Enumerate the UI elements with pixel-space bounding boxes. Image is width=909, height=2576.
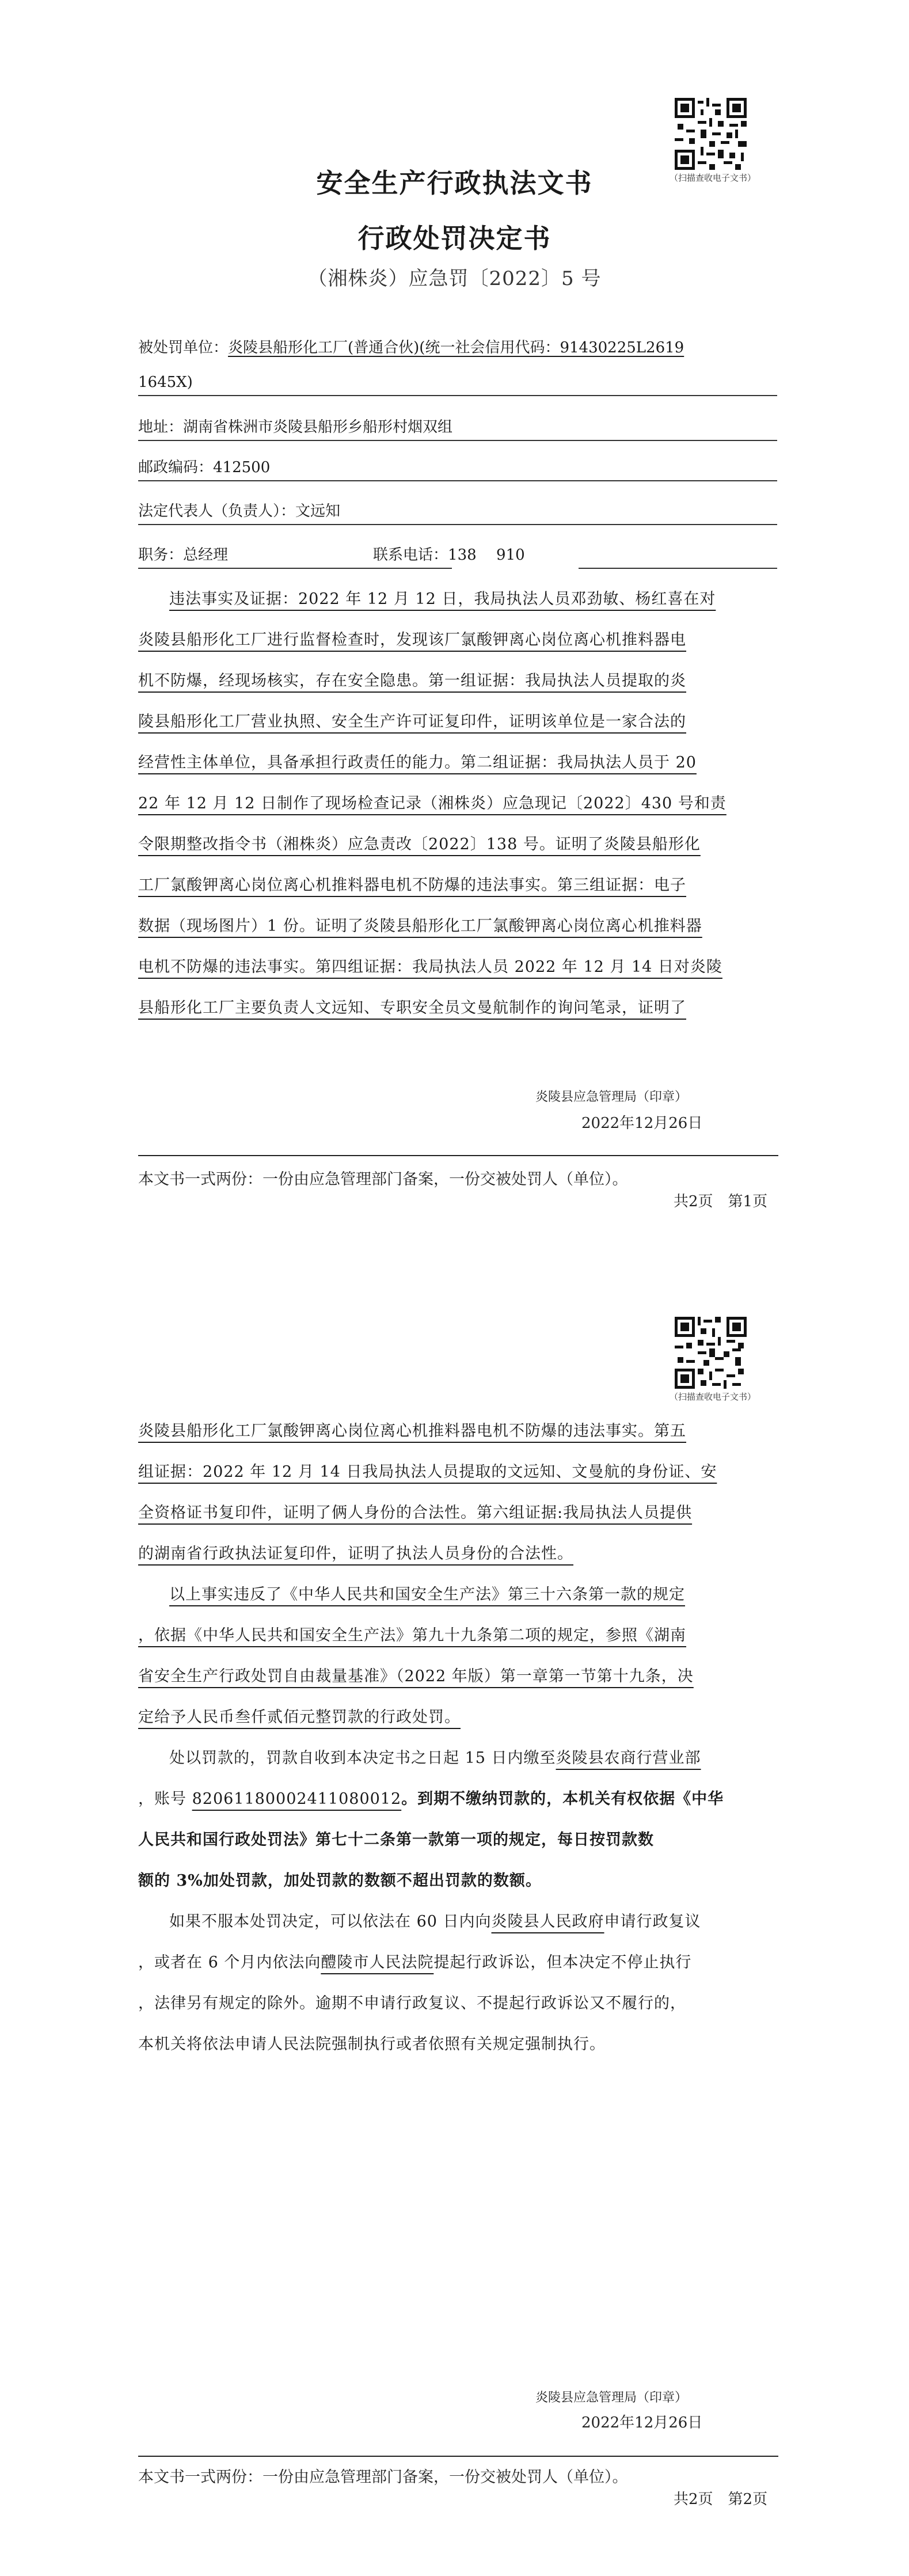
text-line: 违法事实及证据：2022 年 12 月 12 日，我局执法人员邓劲敏、杨红喜在对	[169, 590, 716, 608]
text-line: ，法律另有规定的除外。逾期不申请行政复议、不提起行政诉讼又不履行的，	[138, 1994, 686, 2012]
text-line: 数据（现场图片）1 份。证明了炎陵县船形化工厂氯酸钾离心岗位离心机推料器	[138, 917, 702, 935]
position-label: 职务：	[138, 546, 184, 564]
text-line: ，依据《中华人民共和国安全生产法》第九十九条第二项的规定，参照《湖南	[138, 1627, 686, 1644]
account-number: 82061180002411080012	[192, 1790, 402, 1808]
text-line: 省安全生产行政处罚自由裁量基准》（2022 年版）第一章第一节第十九条，决	[138, 1667, 694, 1685]
rep-field	[138, 500, 340, 523]
seal-org: 炎陵县应急管理局（印章）	[535, 2391, 688, 2405]
party-value-cont: 1645X)	[138, 374, 193, 391]
text-line	[138, 1738, 778, 1779]
remedy-text: 申请行政复议	[604, 1913, 701, 1931]
text-line: 22 年 12 月 12 日制作了现场检查记录（湘株炎）应急现记〔2022〕430 号和责	[138, 795, 727, 812]
page-2	[0, 1288, 909, 2576]
rep-value: 文远知	[295, 503, 341, 520]
qr-code-icon[interactable]	[675, 98, 747, 170]
party-label: 被处罚单位：	[138, 339, 229, 356]
text-line: 炎陵县船形化工厂氯酸钾离心岗位离心机推料器电机不防爆的违法事实。第五	[138, 1422, 686, 1440]
footer-rule	[138, 2456, 778, 2457]
text-line	[138, 1901, 778, 1942]
text-line: 陵县船形化工厂营业执照、安全生产许可证复印件，证明该单位是一家合法的	[138, 713, 686, 731]
payment-paragraph	[138, 1738, 778, 1901]
text-line	[138, 1819, 778, 1860]
remedy-text: 如果不服本处罚决定，可以依法在 60 日内向	[169, 1913, 492, 1931]
text-line: 电机不防爆的违法事实。第四组证据：我局执法人员 2022 年 12 月 14 日对炎陵	[138, 958, 722, 976]
rep-label: 法定代表人（负责人）：	[138, 503, 296, 520]
remedy-paragraph	[138, 1901, 778, 2065]
seal-date: 2022年12月26日	[581, 2414, 703, 2431]
qr-code-icon[interactable]	[675, 1317, 747, 1389]
field-rule	[138, 524, 777, 525]
doc-subtitle: 行政处罚决定书	[357, 223, 552, 254]
text-line: 的湖南省行政执法证复印件，证明了执法人员身份的合法性。	[138, 1545, 573, 1563]
qr-caption: （扫描查收电子文书）	[669, 173, 756, 183]
address-label: 地址：	[138, 419, 184, 436]
party-field	[138, 336, 684, 359]
text-line: 组证据：2022 年 12 月 14 日我局执法人员提取的文远知、文曼航的身份证、安	[138, 1463, 717, 1481]
phone-label: 联系电话：	[373, 546, 448, 564]
text-line: 以上事实违反了《中华人民共和国安全生产法》第三十六条第一款的规定	[169, 1586, 685, 1604]
text-line: 县船形化工厂主要负责人文远知、专职安全员文曼航制作的询问笔录，证明了	[138, 999, 686, 1017]
position-value: 总经理	[183, 546, 229, 564]
text-line	[138, 1779, 778, 1819]
text-line: 全资格证书复印件，证明了俩人身份的合法性。第六组证据:我局执法人员提供	[138, 1504, 693, 1522]
party-field-cont	[138, 371, 193, 394]
field-rule	[138, 480, 777, 481]
footer-rule	[138, 1155, 778, 1156]
footer-note: 本文书一式两份：一份由应急管理部门备案，一份交被处罚人（单位）。	[138, 1171, 628, 1188]
seal-org: 炎陵县应急管理局（印章）	[535, 1090, 688, 1104]
bank-name: 炎陵县农商行营业部	[556, 1749, 701, 1767]
remedy-text: 提起行政诉讼，但本决定不停止执行	[433, 1954, 692, 1971]
text-line: 工厂氯酸钾离心岗位离心机推料器电机不防爆的违法事实。第三组证据：电子	[138, 876, 686, 894]
party-value: 炎陵县船形化工厂(普通合伙)(统一社会信用代码：91430225L2619	[228, 339, 684, 356]
payment-warning: 额的 3%加处罚款，加处罚款的数额不超出罚款的数额。	[138, 1872, 542, 1890]
text-line: 机不防爆，经现场核实，存在安全隐患。第一组证据：我局执法人员提取的炎	[138, 672, 686, 690]
field-rule	[138, 395, 777, 396]
doc-title: 安全生产行政执法文书	[316, 168, 593, 199]
text-line: 炎陵县船形化工厂进行监督检查时，发现该厂氯酸钾离心岗位离心机推料器电	[138, 631, 686, 649]
doc-number: （湘株炎）应急罚〔2022〕5 号	[307, 267, 602, 290]
qr-caption: （扫描查收电子文书）	[669, 1392, 756, 1402]
text-line	[138, 1860, 778, 1901]
payment-warning: 人民共和国行政处罚法》第七十二条第一款第一项的规定，每日按罚款数	[138, 1831, 654, 1849]
facts-continued-paragraph	[138, 1411, 778, 1574]
postcode-field	[138, 456, 270, 479]
address-value: 湖南省株洲市炎陵县船形乡船形村烟双组	[183, 419, 453, 436]
text-line: 定给予人民币叁仟贰佰元整罚款的行政处罚。	[138, 1708, 461, 1726]
violation-paragraph	[138, 1574, 778, 1738]
address-field	[138, 416, 452, 439]
field-rule	[138, 440, 777, 441]
field-rule	[579, 568, 777, 569]
phone-value-a: 138	[448, 546, 477, 564]
text-line: 经营性主体单位，具备承担行政责任的能力。第二组证据：我局执法人员于 20	[138, 754, 697, 772]
text-line: 本机关将依法申请人民法院强制执行或者依照有关规定强制执行。	[138, 2035, 606, 2053]
facts-paragraph	[138, 579, 778, 1028]
seal-date: 2022年12月26日	[581, 1115, 703, 1132]
page-counter: 共2页 第2页	[674, 2491, 768, 2508]
position-field	[138, 544, 525, 567]
footer-note: 本文书一式两份：一份由应急管理部门备案，一份交被处罚人（单位）。	[138, 2468, 628, 2486]
text-line: 令限期整改指令书（湘株炎）应急责改〔2022〕138 号。证明了炎陵县船形化	[138, 835, 701, 853]
phone-value-b: 910	[496, 546, 525, 564]
remedy-text: ，或者在 6 个月内依法向	[138, 1954, 321, 1971]
postcode-value: 412500	[213, 459, 271, 476]
payment-text: 处以罚款的，罚款自收到本决定书之日起 15 日内缴至	[169, 1749, 556, 1767]
text-line	[138, 1942, 778, 1983]
court-name: 醴陵市人民法院	[321, 1954, 434, 1971]
field-rule	[138, 568, 452, 569]
payment-text: ，账号	[138, 1790, 192, 1808]
postcode-label: 邮政编码：	[138, 459, 214, 476]
payment-warning: 。到期不缴纳罚款的，本机关有权依据《中华	[401, 1790, 724, 1808]
page-counter: 共2页 第1页	[674, 1193, 768, 1210]
review-authority: 炎陵县人民政府	[491, 1913, 604, 1931]
